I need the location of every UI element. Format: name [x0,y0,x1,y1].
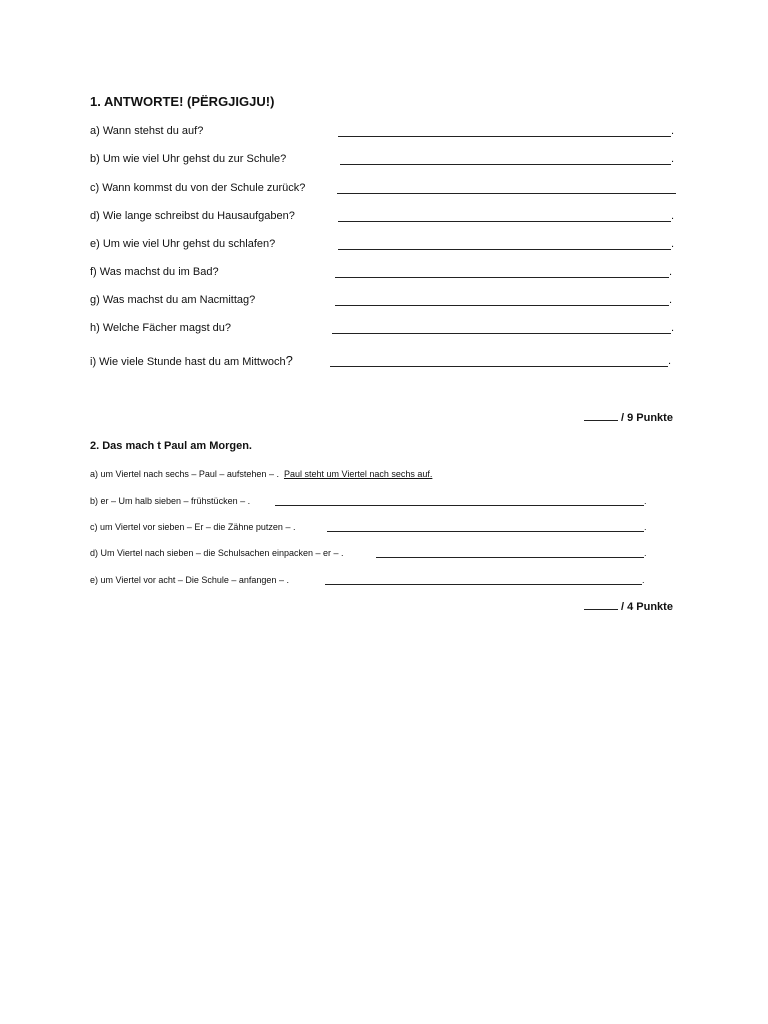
item-b-answer-line[interactable] [275,505,644,506]
section2-score-text: / 4 Punkte [621,601,673,613]
question-i-qmark: ? [285,353,293,368]
item-d-label: d) Um Viertel nach sieben – die Schulsachen einpacken – er – . [90,548,344,558]
section1-score-text: / 9 Punkte [621,412,673,424]
question-i-label [90,353,293,368]
question-f-end: . [669,266,673,278]
question-b-answer-line[interactable] [340,164,671,165]
question-h-answer-line[interactable] [332,333,671,334]
item-e-label: e) um Viertel vor acht – Die Schule – anfangen – . [90,575,289,585]
item-c-label: c) um Viertel vor sieben – Er – die Zähne putzen – . [90,522,296,532]
section2-title: 2. Das mach t Paul am Morgen. [90,440,252,452]
item-e-answer-line[interactable] [325,584,642,585]
question-c-label: c) Wann kommst du von der Schule zurück? [90,182,306,194]
question-f-answer-line[interactable] [335,277,669,278]
question-a-label: a) Wann stehst du auf? [90,125,204,137]
item-d-end: . [644,548,647,558]
item-a [90,469,432,479]
section1-score-blank[interactable] [584,420,618,421]
question-d-end: . [671,210,675,222]
question-a-end: . [671,125,675,137]
item-d-answer-line[interactable] [376,557,644,558]
question-i-answer-line[interactable] [330,366,668,367]
item-c-end: . [644,522,647,532]
question-e-answer-line[interactable] [338,249,671,250]
question-d-answer-line[interactable] [338,221,671,222]
item-a-label: a) um Viertel nach sechs – Paul – aufstehen – . [90,469,279,479]
section1-score [584,412,673,424]
item-b-end: . [644,496,647,506]
question-i-text: i) Wie viele Stunde hast du am Mittwoch [90,356,286,368]
section2-score-blank[interactable] [584,609,618,610]
question-f-label: f) Was machst du im Bad? [90,266,219,278]
item-c-answer-line[interactable] [327,531,644,532]
section2-score [584,601,673,613]
question-a-answer-line[interactable] [338,136,671,137]
question-b-label: b) Um wie viel Uhr gehst du zur Schule? [90,153,287,165]
question-e-label: e) Um wie viel Uhr gehst du schlafen? [90,238,276,250]
question-c-answer-line[interactable] [337,193,676,194]
question-d-label: d) Wie lange schreibst du Hausaufgaben? [90,210,295,222]
section1-title: 1. ANTWORTE! (PËRGJIGJU!) [90,94,275,109]
item-a-answer: Paul steht um Viertel nach sechs auf. [283,469,433,479]
question-g-end: . [669,294,673,306]
question-g-label: g) Was machst du am Nacmittag? [90,294,256,306]
question-h-end: . [671,322,675,334]
item-b-label: b) er – Um halb sieben – frühstücken – . [90,496,251,506]
question-h-label: h) Welche Fächer magst du? [90,322,232,334]
question-b-end: . [671,153,675,165]
item-e-end: . [642,575,645,585]
question-g-answer-line[interactable] [335,305,669,306]
question-e-end: . [671,238,675,250]
question-i-end: . [668,355,672,367]
